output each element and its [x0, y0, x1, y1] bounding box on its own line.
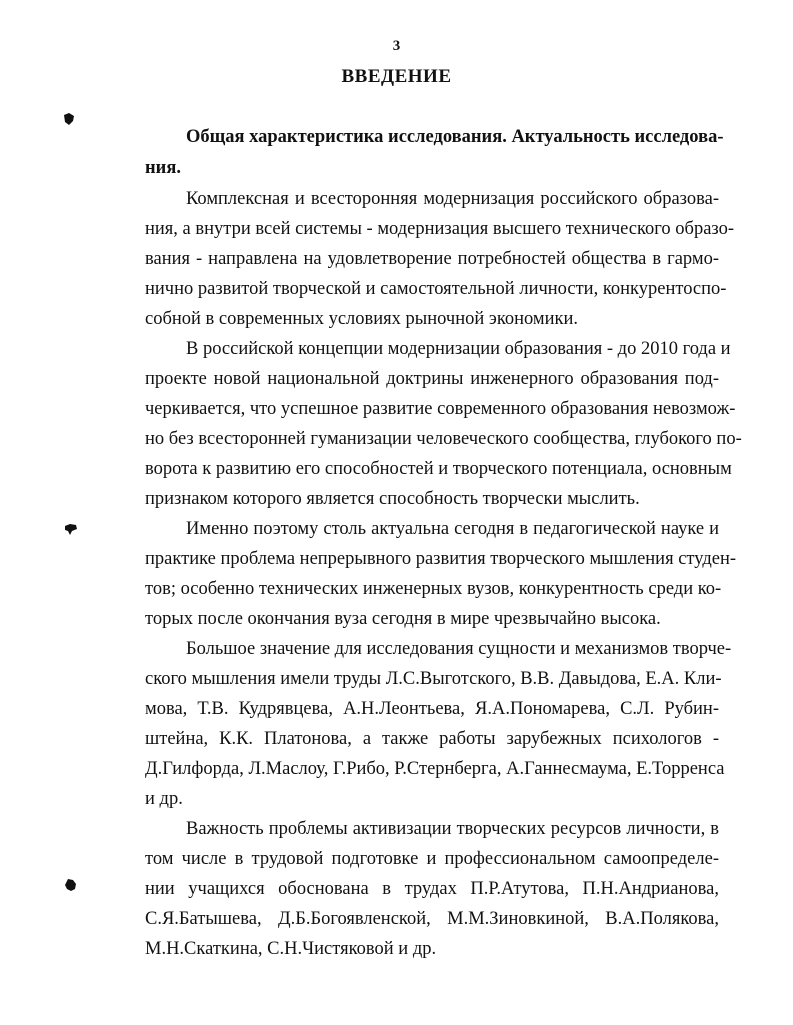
text-line: ворота к развитию его способностей и творческого потенциала, основным [145, 459, 732, 479]
text-line: нии учащихся обоснована в трудах П.Р.Атутова, П.Н.Андрианова, [145, 879, 719, 899]
scan-mark-icon [64, 522, 78, 536]
subheading-line: Общая характеристика исследования. Актуальность исследова- [186, 127, 724, 147]
text-line: том числе в трудовой подготовке и профессиональном самоопределе- [145, 849, 719, 869]
text-line: собной в современных условиях рыночной экономики. [145, 309, 579, 329]
subheading-line: ния. [145, 158, 181, 178]
page-number: 3 [392, 38, 401, 54]
text-line: мова, Т.В. Кудрявцева, А.Н.Леонтьева, Я.А.Пономарева, С.Л. Рубин- [145, 699, 719, 719]
text-line: тов; особенно технических инженерных вузов, конкурентность среди ко- [145, 579, 722, 599]
text-line: М.Н.Скаткина, С.Н.Чистяковой и др. [145, 939, 437, 959]
text-line: В российской концепции модернизации образования - до 2010 года и [186, 339, 731, 359]
scan-mark-icon [64, 878, 78, 892]
text-line: вания - направлена на удовлетворение потребностей общества в гармо- [145, 249, 719, 269]
text-line: признаком которого является способность творчески мыслить. [145, 489, 640, 509]
text-line: штейна, К.К. Платонова, а также работы зарубежных психологов - [145, 729, 719, 749]
text-line: проекте новой национальной доктрины инженерного образования под- [145, 369, 719, 389]
text-line: торых после окончания вуза сегодня в мире чрезвычайно высока. [145, 609, 661, 629]
text-line: Большое значение для исследования сущности и механизмов творче- [186, 639, 732, 659]
text-line: Комплексная и всесторонняя модернизация российского образова- [186, 189, 719, 209]
text-line: нично развитой творческой и самостоятельной личности, конкурентоспо- [145, 279, 727, 299]
text-line: ского мышления имели труды Л.С.Выготского, В.В. Давыдова, Е.А. Кли- [145, 669, 722, 689]
text-line: Именно поэтому столь актуальна сегодня в педагогической науке и [186, 519, 719, 539]
text-line: ния, а внутри всей системы - модернизация высшего технического образо- [145, 219, 735, 239]
text-line: практике проблема непрерывного развития творческого мышления студен- [145, 549, 737, 569]
scan-mark-icon [62, 112, 76, 126]
text-line: С.Я.Батышева, Д.Б.Богоявленской, М.М.Зиновкиной, В.А.Полякова, [145, 909, 719, 929]
text-line: но без всесторонней гуманизации человеческого сообщества, глубокого по- [145, 429, 742, 449]
section-heading: ВВЕДЕНИЕ [341, 66, 452, 87]
text-line: Важность проблемы активизации творческих ресурсов личности, в [186, 819, 719, 839]
text-line: черкивается, что успешное развитие современного образования невозмож- [145, 399, 736, 419]
text-line: и др. [145, 789, 183, 809]
text-line: Д.Гилфорда, Л.Маслоу, Г.Рибо, Р.Стернберга, А.Ганнесмаума, Е.Торренса [145, 759, 725, 779]
